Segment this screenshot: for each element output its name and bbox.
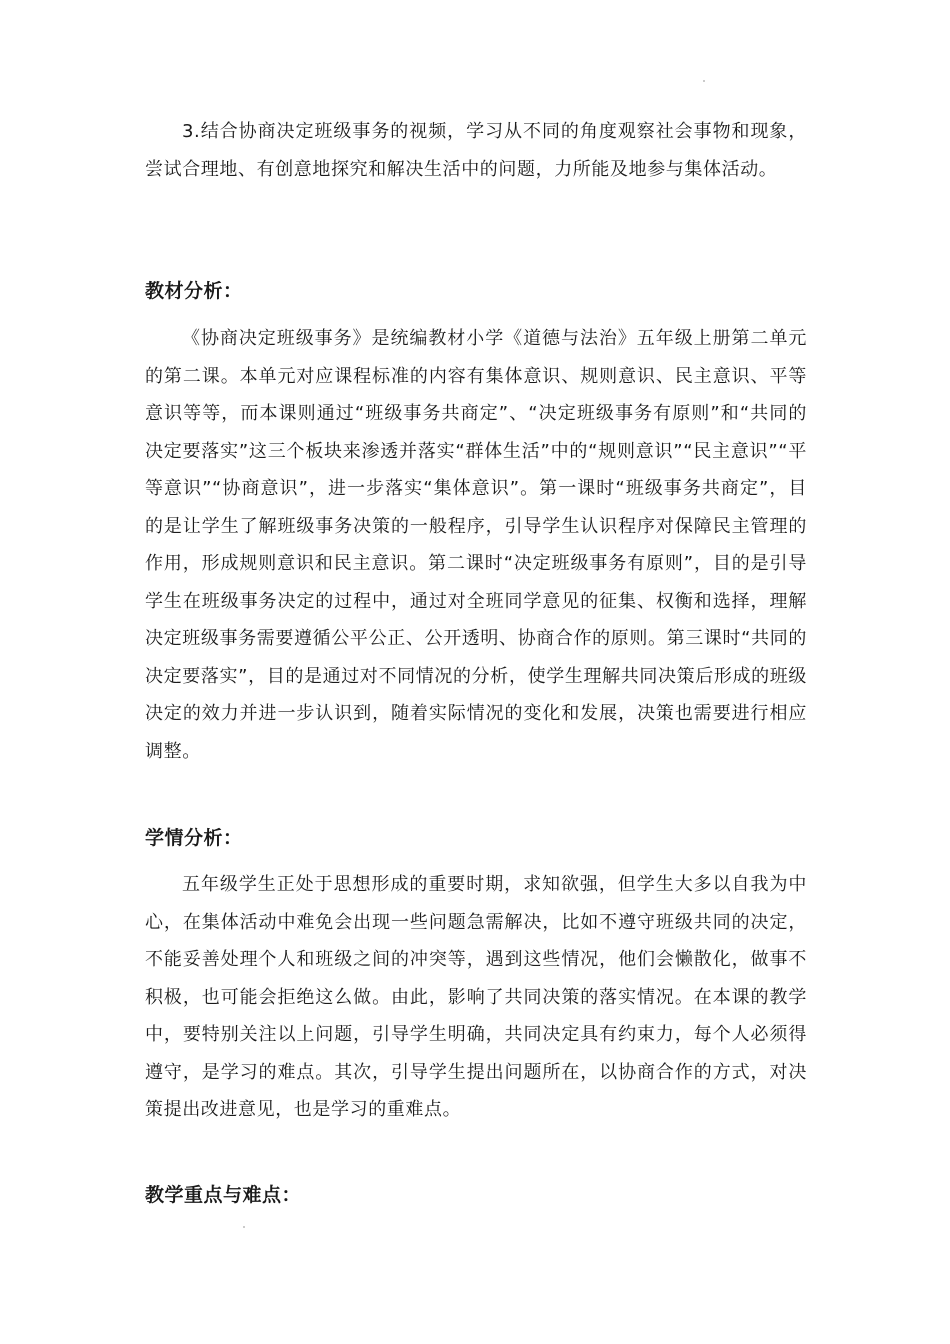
material-analysis-body: 《协商决定班级事务》是统编教材小学《道德与法治》五年级上册第二单元的第二课。本单元对应课程标准的内容有集体意识、规则意识、民主意识、平等意识等等，而本课则通过“班级事务共商定”、“决定班级事务有原则”和“共同的决定要落实”这三个板块来渗透并落实“群体生活”中的“规则意识”“民主意识”“平等意识”“协商意识”，进一步落实“集体意识”。第一课时“班级事务共商定”，目的是让学生了解班级事务决策的一般程序，引导学生认识程序对保障民主管理的作用，形成规则意识和民主意识。第二课时“决定班级事务有原则”，目的是引导学生在班级事务决定的过程中，通过对全班同学意见的征集、权衡和选择，理解决定班级事务需要遵循公平公正、公开透明、协商合作的原则。第三课时“共同的决定要落实”，目的是通过对不同情况的分析，使学生理解共同决策后形成的班级决定的效力并进一步认识到，随着实际情况的变化和发展，决策也需要进行相应调整。 xyxy=(145,328,807,762)
material-analysis-heading: 教材分析： xyxy=(145,280,243,302)
page-speck-bottom xyxy=(243,1226,245,1228)
student-analysis-heading: 学情分析： xyxy=(145,827,243,849)
page-speck-top xyxy=(703,80,705,82)
objective-item-3: 3.结合协商决定班级事务的视频，学习从不同的角度观察社会事物和现象，尝试合理地、有创意地探究和解决生活中的问题，力所能及地参与集体活动。 xyxy=(145,121,807,180)
key-points-heading: 教学重点与难点： xyxy=(145,1184,302,1206)
student-analysis-body: 五年级学生正处于思想形成的重要时期，求知欲强，但学生大多以自我为中心，在集体活动中难免会出现一些问题急需解决，比如不遵守班级共同的决定，不能妥善处理个人和班级之间的冲突等，遇到这些情况，他们会懒散化，做事不积极，也可能会拒绝这么做。由此，影响了共同决策的落实情况。在本课的教学中，要特别关注以上问题，引导学生明确，共同决定具有约束力，每个人必须得遵守，是学习的难点。其次，引导学生提出问题所在，以协商合作的方式，对决策提出改进意见，也是学习的重难点。 xyxy=(145,874,807,1120)
